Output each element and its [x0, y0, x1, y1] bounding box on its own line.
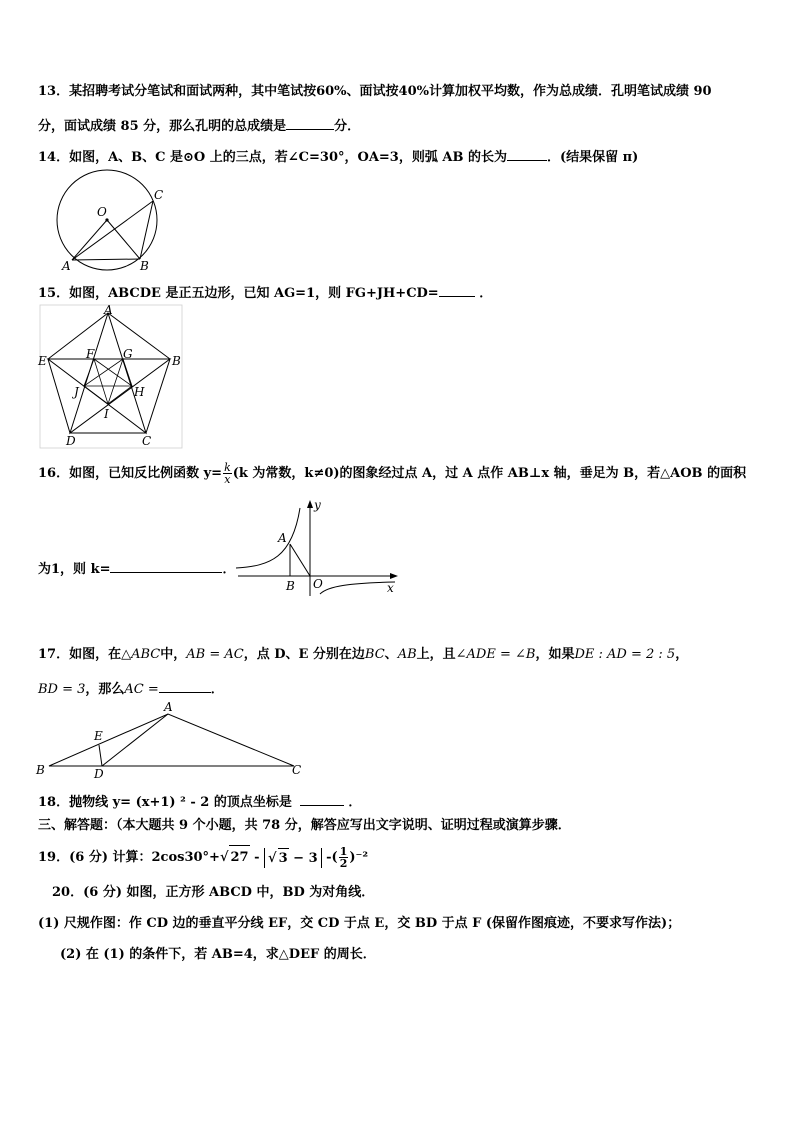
q16-answer-blank — [110, 558, 222, 573]
q14-text-b: ．(结果保留 π) — [546, 150, 639, 165]
q19-text-a: 19．(6 分) 计算：2cos30°+ — [38, 850, 220, 865]
q13-line1: 13．某招聘考试分笔试和面试两种，其中笔试按60%、面试按40%计算加权平均数，作为总成绩．孔明笔试成绩 90 — [38, 84, 712, 99]
q18-text-a: 18．抛物线 y= (x+1) ² - 2 的顶点坐标是 — [38, 795, 292, 810]
q17-text-6: ，如果 — [535, 647, 575, 662]
q19-minus-1: - — [249, 850, 265, 865]
q16-label-y: y — [314, 498, 321, 512]
q14-segment-ob — [107, 220, 140, 259]
q14-label-c: C — [154, 188, 164, 202]
q16-label-x: x — [387, 581, 394, 595]
q17-line2 — [38, 678, 224, 699]
q16-text-a: 16．如图，已知反比例函数 y= — [38, 466, 223, 481]
q15-answer-blank — [439, 282, 475, 297]
q14-text-a: 14．如图，A、B、C 是⊙O 上的三点，若∠C=30°，OA=3，则弧 AB 的长为 — [38, 150, 507, 165]
q17-math-bd: BD = 3 — [38, 682, 86, 697]
q17-line2-text: ，那么 — [85, 682, 125, 697]
q17-math-bc: BC — [364, 647, 385, 662]
q16-line2 — [38, 558, 236, 579]
q17-label-b: B — [36, 763, 45, 777]
q13-line2-end: 分． — [334, 119, 361, 134]
q19-tail: )⁻² — [349, 850, 369, 865]
q14-label-a: A — [62, 259, 71, 273]
q17-line2-end: ． — [210, 682, 224, 697]
q17-math-ac: AC = — [124, 682, 159, 697]
q18-text-b: ． — [343, 795, 362, 810]
q17-math-ab-eq-ac: AB = AC — [186, 647, 244, 662]
q15-label-f: F — [86, 347, 95, 361]
q14-circle-figure — [50, 168, 170, 276]
q19-absolute-value: √ 3 − 3 — [264, 848, 322, 868]
q13-line2 — [38, 115, 360, 136]
q19-half-num: 1 — [339, 845, 348, 858]
q20-part2: (2) 在 (1) 的条件下，若 AB=4，求△DEF 的周长． — [60, 947, 376, 962]
q17-triangle-abc — [49, 714, 294, 766]
q15-pentagon-figure — [36, 303, 186, 451]
q15-text-b: ． — [474, 286, 493, 301]
q13-answer-blank — [286, 115, 334, 130]
q16-label-b: B — [286, 579, 295, 593]
q14-segment-oa — [72, 220, 107, 260]
q14-label-b: B — [140, 259, 149, 273]
q16-frac-den: x — [224, 473, 231, 486]
q16-line1 — [38, 462, 746, 485]
q17-text-2: 中， — [160, 647, 187, 662]
q17-triangle-figure — [32, 698, 314, 782]
q16-fraction-k-over-x — [223, 462, 232, 485]
q16-curve-right-branch — [320, 582, 395, 594]
q17-segment-ad — [102, 714, 168, 766]
q16-graph-figure — [230, 494, 405, 598]
q15-text-a: 15．如图，ABCDE 是正五边形，已知 AG=1，则 FG+JH+CD= — [38, 286, 439, 301]
q13-line2-text: 分，面试成绩 85 分，那么孔明的总成绩是 — [38, 119, 287, 134]
q17-label-d: D — [94, 767, 104, 781]
q17-line1 — [38, 646, 688, 664]
q17-answer-blank — [159, 678, 211, 693]
q19-half-den: 2 — [339, 857, 348, 870]
q15-label-j: J — [74, 385, 79, 399]
q15-label-a: A — [104, 303, 113, 317]
q19-abs-tail: − 3 — [288, 850, 318, 866]
q17-math-angle: ∠ADE = ∠B — [455, 647, 536, 662]
section3-heading: 三、解答题：（本大题共 9 个小题，共 78 分，解答应写出文字说明、证明过程或演算步骤． — [38, 818, 571, 833]
q16-label-a: A — [278, 531, 287, 545]
q15-label-h: H — [134, 385, 145, 399]
q17-text-7: ， — [675, 647, 689, 662]
q15-figure-frame — [40, 305, 182, 448]
q19-sqrt27: √ 27 — [220, 850, 250, 865]
q16-line2-end: ． — [222, 562, 236, 577]
q19-fraction-half — [339, 846, 349, 869]
q16-label-o: O — [313, 577, 323, 591]
q16-segment-ao — [290, 544, 310, 576]
q17-segment-de — [99, 745, 102, 766]
q19-sqrt27-radicand: 27 — [229, 845, 249, 870]
q17-text-3: ，点 D、E 分别在边 — [243, 647, 365, 662]
q15-label-g: G — [123, 347, 133, 361]
q15-label-d: D — [66, 434, 76, 448]
q19-text — [38, 845, 368, 870]
q17-label-e: E — [94, 729, 103, 743]
q17-text-4: 、 — [384, 647, 398, 662]
q15-label-c: C — [142, 434, 152, 448]
q20-part1: (1) 尺规作图：作 CD 边的垂直平分线 EF，交 CD 于点 E，交 BD 于点 F (保留作图痕迹，不要求写作法)； — [38, 916, 681, 931]
q17-math-ratio: DE : AD = 2 : 5 — [574, 647, 676, 662]
q17-text-a: 17．如图，在 — [38, 647, 122, 662]
q16-text-b: (k 为常数，k≠0)的图象经过点 A，过 A 点作 AB⊥x 轴，垂足为 B，若△AOB 的面积 — [232, 466, 747, 481]
q15-label-b: B — [172, 354, 181, 368]
q16-frac-num: k — [224, 461, 231, 474]
q14-answer-blank — [507, 146, 547, 161]
q16-y-axis-arrow — [307, 500, 313, 508]
q15-label-e: E — [38, 354, 47, 368]
q17-label-c: C — [292, 763, 302, 777]
q20-intro: 20．(6 分) 如图，正方形 ABCD 中，BD 为对角线． — [52, 885, 375, 900]
q18-text — [38, 791, 361, 812]
q17-math-ab: AB — [397, 647, 417, 662]
q19-minus-2: -( — [321, 850, 338, 865]
q17-label-a: A — [164, 700, 173, 714]
q19-sqrt3-radicand: 3 — [278, 848, 289, 869]
q16-x-axis-arrow — [390, 573, 398, 579]
q14-label-o: O — [97, 205, 107, 219]
q14-segment-ab — [72, 259, 140, 260]
q15-text — [38, 282, 492, 303]
q15-label-i: I — [104, 407, 109, 421]
q17-text-5: 上，且 — [416, 647, 456, 662]
q17-math-triangle: △ABC — [121, 647, 161, 662]
q18-answer-blank — [300, 791, 344, 806]
q14-text — [38, 146, 638, 167]
q16-line2-text: 为1，则 k= — [38, 562, 111, 577]
q14-segment-ac — [72, 201, 153, 260]
